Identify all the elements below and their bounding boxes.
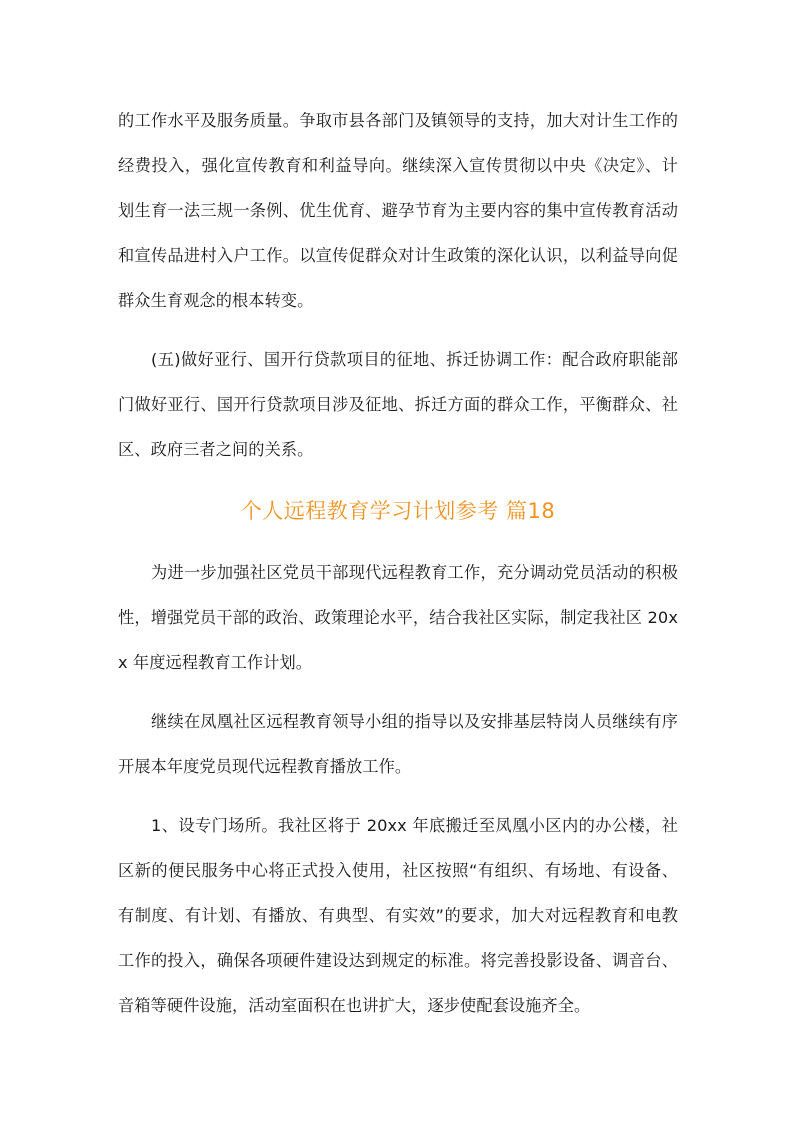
document-body: [118, 98, 678, 1028]
section-title: 个人远程教育学习计划参考 篇18: [240, 499, 556, 523]
paragraph-intro-remote-education: 为进一步加强社区党员干部现代远程教育工作，充分调动党员活动的积极性，增强党员干部的政治、政策理论水平，结合我社区实际，制定我社区 20xx 年度远程教育工作计划。: [118, 563, 678, 672]
paragraph-leadership-group: 继续在凤凰社区远程教育领导小组的指导以及安排基层特岗人员继续有序开展本年度党员现代远程教育播放工作。: [118, 712, 678, 776]
paragraph-continued-work-quality: 的工作水平及服务质量。争取市县各部门及镇领导的支持，加大对计生工作的经费投入，强化宣传教育和利益导向。继续深入宣传贯彻以中央《决定》、计划生育一法三规一条例、优生优育、避孕节育为主要内容的集中宣传教育活动和宣传品进村入户工作。以宣传促群众对计生政策的深化认识，以利益导向促群众生育观念的根本转变。: [118, 111, 678, 310]
paragraph-item-five-land-acquisition: (五)做好亚行、国开行贷款项目的征地、拆迁协调工作：配合政府职能部门做好亚行、国开行贷款项目涉及征地、拆迁方面的群众工作，平衡群众、社区、政府三者之间的关系。: [118, 350, 678, 459]
paragraph-item-one-venue: 1、设专门场所。我社区将于 20xx 年底搬迁至凤凰小区内的办公楼，社区新的便民服务中心将正式投入使用，社区按照“有组织、有场地、有设备、有制度、有计划、有播放、有典型、有实效”的要求，加大对远程教育和电教工作的投入，确保各项硬件建设达到规定的标准。将完善投影设备、调音台、音箱等硬件设施，活动室面积在也讲扩大，逐步使配套设施齐全。: [118, 816, 678, 1015]
